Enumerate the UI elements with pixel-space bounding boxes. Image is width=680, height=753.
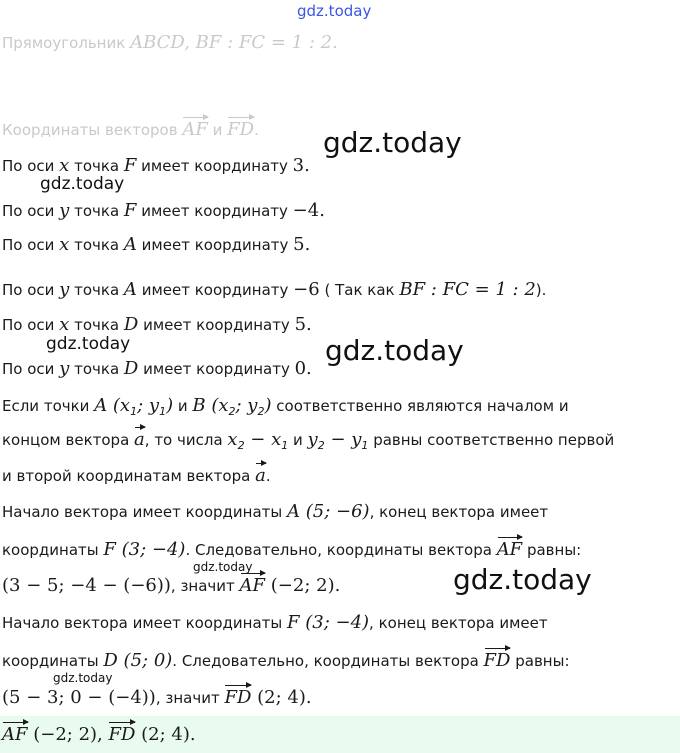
vector-af-label: AF (239, 575, 266, 596)
fd-text: Начало вектора имеет координаты (2, 614, 288, 632)
rule-line-3 (2, 466, 271, 486)
section-label: Координаты векторов (2, 121, 178, 139)
af-text: координаты (2, 541, 104, 559)
point-symbol: F (123, 200, 137, 221)
coord-line-5 (2, 315, 312, 335)
coord-text: По оси (2, 281, 60, 299)
coord-text: точка (69, 236, 124, 254)
fd-text: . Следовательно, координаты вектора (172, 652, 484, 670)
subscript: 2 (237, 439, 245, 452)
axis-symbol: y (59, 200, 70, 221)
fd-text: , значит (155, 689, 225, 707)
coord-line-4 (2, 280, 546, 300)
subscript: 1 (281, 439, 289, 452)
af-math: (3 − 5; −4 − (−6)) (2, 575, 171, 596)
rule-text: и (288, 431, 308, 449)
vector-af-label: AF (182, 119, 208, 140)
coord-text: точка (69, 316, 124, 334)
coord-text: По оси (2, 157, 60, 175)
rule-line-2 (2, 430, 614, 456)
rule-math: A (x (94, 395, 131, 416)
coord-line-1 (2, 156, 310, 176)
af-line-1 (2, 502, 548, 522)
axis-symbol: y (59, 358, 70, 379)
problem-condition (2, 33, 338, 53)
coord-text: По оси (2, 360, 60, 378)
rule-math: x (227, 429, 238, 450)
fd-math: D (5; 0) (103, 650, 173, 671)
rule-math: − y (324, 429, 362, 450)
fd-math: F (3; −4) (287, 612, 370, 633)
vector-fd-label: FD (224, 687, 252, 708)
subscript: 1 (361, 439, 369, 452)
af-text: Начало вектора имеет координаты (2, 503, 288, 521)
watermark: gdz.today (453, 563, 592, 596)
rule-math: ) (166, 395, 174, 416)
vector-fd-label: FD (227, 119, 255, 140)
coord-note-math: BF : FC = 1 : 2 (399, 279, 536, 300)
rule-math: B (x (192, 395, 229, 416)
coord-text: точка (69, 157, 124, 175)
condition-math: ABCD, BF : FC = 1 : 2. (130, 32, 338, 53)
af-line-2 (2, 540, 581, 560)
coord-text: По оси (2, 202, 60, 220)
af-text: . Следовательно, координаты вектора (185, 541, 497, 559)
rule-text: и (173, 397, 193, 415)
vector-af-label: AF (496, 539, 523, 560)
coord-text: имеет координату (136, 157, 293, 175)
subscript: 1 (159, 405, 167, 418)
subscript: 2 (317, 439, 325, 452)
coord-value: −6 (293, 279, 320, 300)
watermark: gdz.today (46, 334, 131, 354)
coord-value: −4. (292, 200, 325, 221)
watermark: gdz.today (325, 334, 464, 367)
axis-symbol: x (59, 234, 70, 255)
coord-text: По оси (2, 236, 60, 254)
watermark: gdz.today (40, 174, 125, 194)
site-brand-watermark: gdz.today (297, 2, 372, 20)
rule-text: равны соответственно первой (368, 431, 615, 449)
coord-value: 5. (294, 314, 312, 335)
rule-math: y (307, 429, 318, 450)
point-symbol: F (123, 155, 137, 176)
fd-math: (5 − 3; 0 − (−4)) (2, 687, 156, 708)
coord-line-3 (2, 235, 310, 255)
rule-math: − x (244, 429, 282, 450)
coord-text: имеет координату (136, 236, 294, 254)
af-math: A (5; −6) (287, 501, 370, 522)
subscript: 2 (257, 405, 265, 418)
coord-text: имеет координату (136, 202, 293, 220)
coord-value: 5. (293, 234, 311, 255)
rule-math: ; y (137, 395, 160, 416)
rule-math: ) (264, 395, 272, 416)
answer-line (2, 725, 196, 745)
af-text: , конец вектора имеет (369, 503, 549, 521)
point-symbol: D (123, 358, 139, 379)
coord-text: точка (69, 202, 124, 220)
condition-prefix: Прямоугольник (2, 34, 126, 52)
point-symbol: A (123, 234, 137, 255)
subscript: 1 (130, 405, 138, 418)
coord-text: точка (69, 360, 124, 378)
vector-af-label: AF (2, 724, 28, 745)
section-heading: Координаты векторов AF и FD. (2, 119, 259, 140)
af-line-3 (2, 576, 340, 596)
af-text: , значит (170, 577, 240, 595)
vector-fd-label: FD (483, 650, 511, 671)
fd-text: равны: (510, 652, 570, 670)
af-math: F (3; −4) (103, 539, 186, 560)
vector-a-label: a (255, 465, 266, 486)
af-math: (−2; 2). (265, 575, 341, 596)
fd-math: (2; 4). (251, 687, 312, 708)
fd-line-3 (2, 688, 312, 708)
rule-text: соответственно являются началом и (271, 397, 569, 415)
fd-line-2 (2, 651, 570, 671)
watermark: gdz.today (193, 560, 253, 574)
vector-a-label: a (134, 429, 145, 450)
rule-text: концом вектора (2, 431, 135, 449)
fd-line-1 (2, 613, 548, 633)
rule-text: и второй координатам вектора (2, 467, 256, 485)
vector-fd-label: FD (108, 724, 136, 745)
watermark: gdz.today (53, 671, 113, 685)
rule-text: Если точки (2, 397, 95, 415)
fd-text: координаты (2, 652, 104, 670)
rule-text: . (265, 467, 271, 485)
answer-box (0, 716, 680, 753)
coord-note: ( Так как (319, 281, 400, 299)
coord-text: имеет координату (138, 360, 295, 378)
rule-math: ; y (235, 395, 258, 416)
section-conj: и (212, 121, 223, 139)
answer-math: (2; 4). (135, 724, 196, 745)
watermark: gdz.today (323, 126, 462, 159)
coord-text: точка (69, 281, 124, 299)
coord-note: ). (535, 281, 547, 299)
coord-line-2 (2, 201, 325, 221)
coord-line-6 (2, 359, 312, 379)
coord-text: имеет координату (138, 316, 295, 334)
rule-line-1 (2, 396, 569, 422)
coord-text: По оси (2, 316, 60, 334)
answer-math: (−2; 2), (27, 724, 109, 745)
point-symbol: D (123, 314, 139, 335)
axis-symbol: x (59, 314, 70, 335)
fd-text: , конец вектора имеет (369, 614, 548, 632)
coord-text: имеет координату (136, 281, 294, 299)
af-text: равны: (522, 541, 582, 559)
axis-symbol: y (59, 279, 70, 300)
coord-value: 3. (292, 155, 310, 176)
coord-value: 0. (294, 358, 312, 379)
axis-symbol: x (59, 155, 70, 176)
rule-text: , то числа (144, 431, 228, 449)
subscript: 2 (228, 405, 236, 418)
point-symbol: A (123, 279, 137, 300)
